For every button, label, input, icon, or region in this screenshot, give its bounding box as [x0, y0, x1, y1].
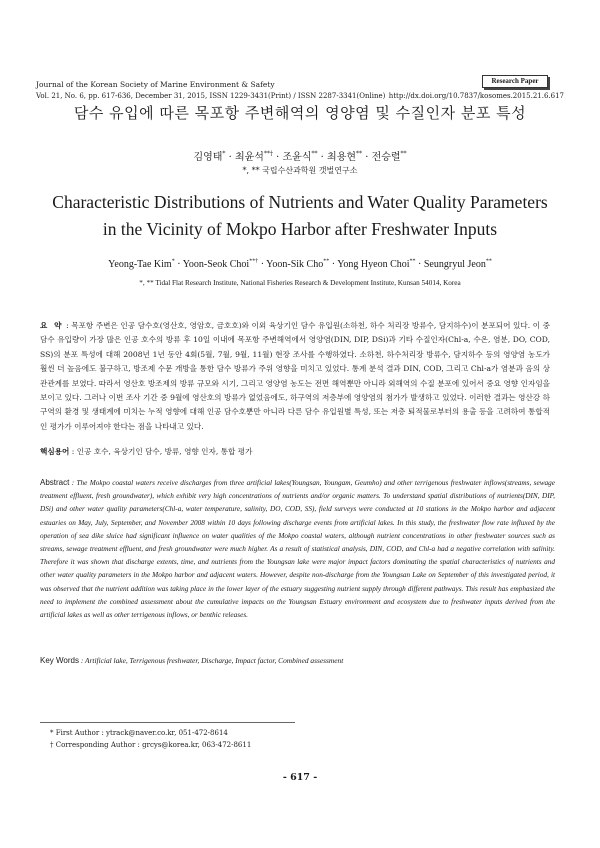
- english-abstract-text: : The Mokpo coastal waters receive discharges from three artificial lakes(Youngsan, Youngam, Geumho) and other terrigenous freshwater inflows(streams, sewage treatment effluent, fresh groundwater), which exhibit very high concentrations of nutrients and/or organic matters. To understand spatial distributions of nutrients(DIN, DIP, DSi) and other water quality parameters(Chl-a, water temperature, salinity, DO, COD, SS), field surveys were conducted at 10 stations in the Mokpo harbor and adjacent estuaries on May, July, September, and November 2008 within 10 days following discharge events from artificial lakes. In this study, the freshwater flow rate influxed by the operation of sea dike sluice had significant influence on water qualities of the Mokpo coastal waters, although nutrient concentrations in other freshwater sources such as streams, sewage treatment effluent, and fresh groundwater were much higher. As a result of statistical analysis, DIN, COD, and Chl-a had a negative correlation with salinity. Therefore it was shown that discharge extents, time, and nutrients from the Youngsan lake were major impact factors dominating the spatial characteristics of nutrients and other water quality parameters in the Mokpo harbor and adjacent waters. However, despite non-discharge from the Youngsan Lake on September of this investigated period, it was observed that the nutrient addition was taking place in the lower layer of the estuary suggesting nutrient supply through different pathways. This result has emphasized the need to implement the combined assessment about the cumulative impacts on the Youngsan Estuary environment and ecosystem due to freshwater inputs derived from the artificial lakes as well as other terrigenous inflows, or benthic releases.: [40, 479, 556, 620]
- korean-abstract-text: : 목포항 주변은 인공 담수호(영산호, 영암호, 금호호)와 이외 육상기인 담수 유입원(소하천, 하수 처리장 방류수, 담지하수)이 분포되어 있다. 이 중 담수 유입량이 가장 많은 인공 호수의 방류 후 10일 이내에 목포항 주변해역에서 영양염(DIN, DIP, DSi)과 기타 수질인자(Chl-a, 수온, 염분, DO, COD, SS)의 분포 특성에 대해 2008년 1년 동안 4회(5월, 7월, 9월, 11월) 현장 조사를 수행하였다. 소하천, 하수처리장 방류수, 담지하수 등의 영양염 농도가 훨씬 더 높음에도 불구하고, 방조제 수문 개방을 통한 담수 방류가 주위 영향을 미치고 있었다. 통계 분석 결과 DIN, COD, 그리고 Chl-a가 염분과 음의 상관관계를 보였다. 따라서 영산호 방조제의 방류 규모와 시기, 그리고 영양염 농도는 전면 해역뿐만 아니라 외해역의 수질 분포에 있어서 중요 영향 인자임을 보이고 있다. 그러나 이번 조사 기간 중 9월에 영산호의 방류가 없었음에도, 하구역의 저층부에 영양염의 첨가가 발생하고 있었다. 이러한 결과는 영산강 하구역의 환경 및 생태계에 미치는 누적 영향에 대해 인공 담수호뿐만 아니라 다른 담수 유입원별 특성, 또는 저층 퇴적물로부터의 용출 등을 고려하여 통합적인 평가가 이루어져야 한다는 점을 나타내고 있다.: [40, 321, 550, 431]
- page-number: - 617 -: [282, 772, 318, 783]
- english-title-line-1: Characteristic Distributions of Nutrients and Water Quality Parameters: [52, 192, 548, 212]
- korean-abstract-label: 요 약: [40, 321, 64, 330]
- research-paper-badge: Research Paper: [482, 75, 548, 88]
- korean-authors: [0, 148, 600, 163]
- issue-info: Vol. 21, No. 6, pp. 617-636, December 31, 2015, ISSN 1229-3431(Print) / ISSN 2287-3341(Online): [36, 92, 386, 100]
- footnote-divider: [40, 722, 295, 723]
- english-affiliation: *, ** Tidal Flat Research Institute, National Fisheries Research & Development Institute, Kunsan 54014, Korea: [139, 279, 461, 287]
- author-ko: 전승렬**: [371, 150, 407, 163]
- korean-title: 담수 유입에 따른 목포항 주변해역의 영양염 및 수질인자 분포 특성: [73, 104, 527, 122]
- author-en: Yoon-Sik Cho** ·: [266, 258, 338, 270]
- korean-affiliation: *, ** 국립수산과학원 갯벌연구소: [242, 166, 358, 175]
- doi-link[interactable]: http://dx.doi.org/10.7837/kosomes.2015.21.6.617: [388, 92, 564, 100]
- english-keywords-text: : Artificial lake, Terrigenous freshwater, Discharge, Impact factor, Combined assessment: [80, 656, 344, 665]
- author-ko: 최윤석**† ·: [234, 150, 283, 163]
- author-en: Yoon-Seok Choi**† ·: [182, 258, 267, 270]
- korean-abstract: [40, 319, 550, 434]
- footnote-first-author: * First Author : ytrack@naver.co.kr, 051-472-8614: [50, 729, 228, 737]
- author-ko: 조윤식** ·: [282, 150, 328, 163]
- author-en: Yong Hyeon Choi** ·: [337, 258, 424, 270]
- issue-info-line: [36, 92, 564, 100]
- journal-name: Journal of the Korean Society of Marine Environment & Safety: [36, 80, 275, 89]
- author-en: Seungryul Jeon**: [423, 258, 492, 270]
- korean-keywords-text: : 인공 호수, 육상기인 담수, 방류, 영향 인자, 통합 평가: [71, 447, 253, 456]
- author-ko: 김영태* ·: [193, 150, 235, 163]
- english-keywords-label: Key Words: [40, 656, 79, 665]
- footnote-corresponding-author: † Corresponding Author : grcys@korea.kr, 063-472-8611: [50, 741, 252, 749]
- english-keywords: [40, 656, 555, 665]
- english-abstract-label: Abstract: [40, 478, 70, 487]
- english-title-line-2: in the Vicinity of Mokpo Harbor after Freshwater Inputs: [102, 219, 498, 239]
- korean-keywords: [40, 446, 550, 457]
- author-en: Yeong-Tae Kim* ·: [108, 258, 183, 270]
- english-abstract: [40, 476, 555, 622]
- author-ko: 최용현** ·: [327, 150, 372, 163]
- korean-keywords-label: 핵심용어: [40, 447, 70, 456]
- english-authors: [0, 259, 600, 270]
